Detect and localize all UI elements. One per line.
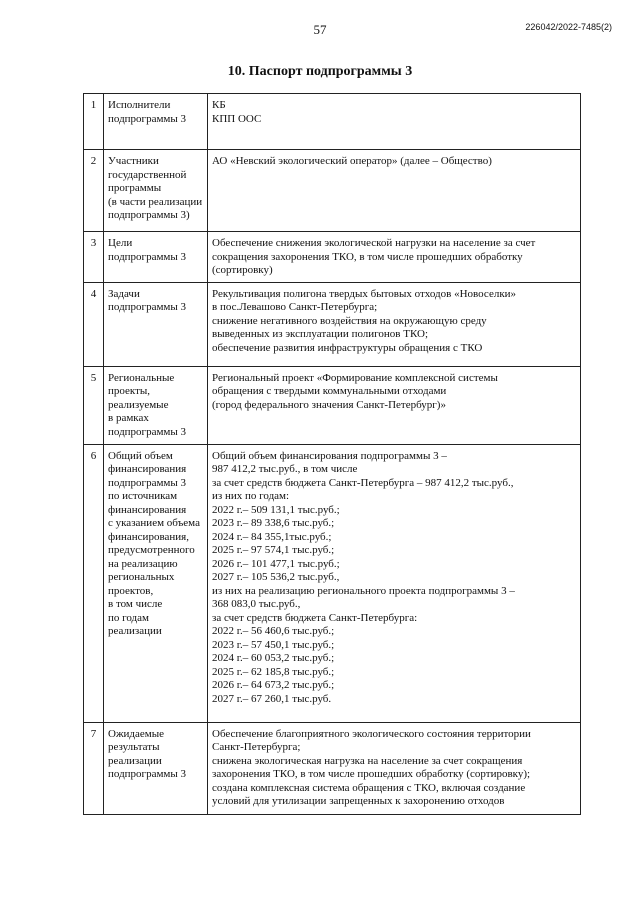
row-label-line: программы [108, 182, 162, 194]
row-value-line: за счет средств бюджета Санкт-Петербурга: [212, 611, 418, 624]
row-value-line: 368 083,0 тыс.руб., [212, 598, 301, 610]
row-value-line: Санкт-Петербурга; [212, 741, 301, 753]
row-value-line: создана комплексная система обращения с ТКО, включая создание [212, 781, 526, 794]
row-label-line: в рамках [108, 412, 149, 424]
row-value-line: снижена экологическая нагрузка на население за счет сокращения [212, 754, 523, 767]
row-value-line: 2027 г.– 105 536,2 тыс.руб., [212, 571, 340, 583]
document-id: 226042/2022-7485(2) [525, 22, 612, 32]
row-value [208, 150, 581, 232]
row-label [104, 366, 208, 444]
row-label-line: Задачи [108, 287, 140, 300]
table-row [84, 282, 581, 366]
row-number: 1 [84, 94, 104, 150]
row-value-line: 2026 г.– 101 477,1 тыс.руб.; [212, 557, 340, 570]
row-value-line: из них на реализацию регионального проекта подпрограммы 3 – [212, 584, 515, 597]
row-label-line: подпрограммы 3 [108, 425, 187, 438]
row-value-line: 2026 г.– 64 673,2 тыс.руб.; [212, 679, 335, 691]
row-label-line: Исполнители [108, 99, 171, 111]
row-label-line: на реализацию [108, 557, 178, 570]
row-label-line: по годам [108, 611, 149, 624]
row-label-line: предусмотренного [108, 544, 195, 556]
row-value-line: Обеспечение благоприятного экологического состояния территории [212, 727, 531, 740]
table-row [84, 232, 581, 283]
row-label-line: подпрограммы 3 [108, 112, 187, 125]
row-value-line: 2024 г.– 84 355,1тыс.руб.; [212, 530, 332, 543]
row-value [208, 94, 581, 150]
row-label-line: по источникам [108, 490, 178, 502]
row-value [208, 722, 581, 814]
row-value [208, 282, 581, 366]
row-label-line: Участники [108, 155, 159, 167]
row-value [208, 366, 581, 444]
row-number: 7 [84, 722, 104, 814]
row-label-line: подпрограммы 3 [108, 476, 187, 489]
page-number: 57 [313, 22, 327, 37]
row-label [104, 444, 208, 722]
row-value-line: в пос.Левашово Санкт-Петербурга; [212, 301, 378, 313]
table-row [84, 722, 581, 814]
row-value-line: 2024 г.– 60 053,2 тыс.руб.; [212, 652, 335, 664]
row-label-line: Ожидаемые [108, 727, 165, 740]
row-number: 3 [84, 232, 104, 283]
row-label-line: подпрограммы 3 [108, 301, 187, 313]
row-value-line: 987 412,2 тыс.руб., в том числе [212, 463, 358, 475]
row-value-line: выведенных из эксплуатации полигонов ТКО; [212, 328, 429, 340]
row-label [104, 232, 208, 283]
row-value-line: снижение негативного воздействия на окружающую среду [212, 314, 487, 327]
row-value-line: обращения с твердыми коммунальными отходами [212, 385, 447, 397]
row-label-line: подпрограммы 3 [108, 250, 187, 263]
row-value-line: из них по годам: [212, 490, 290, 502]
row-label-line: Общий объем [108, 449, 173, 462]
row-value-line: 2025 г.– 97 574,1 тыс.руб.; [212, 544, 335, 556]
table-row [84, 444, 581, 722]
row-label [104, 722, 208, 814]
row-label-line: государственной [108, 168, 187, 181]
table-row [84, 94, 581, 150]
row-value-line: 2023 г.– 89 338,6 тыс.руб.; [212, 517, 335, 529]
row-label [104, 282, 208, 366]
row-value-line: Общий объем финансирования подпрограммы 3 – [212, 449, 447, 462]
row-label [104, 150, 208, 232]
passport-table [83, 93, 581, 815]
row-value-line: 2023 г.– 57 450,1 тыс.руб.; [212, 638, 335, 651]
row-label-line: (в части реализации [108, 195, 203, 208]
row-value-line: (сортировку) [212, 264, 273, 276]
row-label-line: проекты, [108, 385, 151, 397]
row-label-line: финансирования, [108, 530, 189, 543]
row-value-line: захоронения ТКО, в том числе прошедших обработку (сортировку); [212, 768, 531, 780]
row-value-line: (город федерального значения Санкт-Петербург)» [212, 398, 446, 411]
row-value-line: условий для утилизации запрещенных к захоронению отходов [212, 795, 505, 807]
row-label-line: проектов, [108, 584, 154, 597]
row-value-line: Рекультивация полигона твердых бытовых отходов «Новоселки» [212, 287, 517, 300]
row-label-line: в том числе [108, 598, 163, 610]
row-value-line: АО «Невский экологический оператор» (далее – Общество) [212, 155, 492, 167]
row-number: 4 [84, 282, 104, 366]
row-value-line: КБ [212, 99, 226, 111]
row-number: 6 [84, 444, 104, 722]
row-value-line: 2022 г.– 509 131,1 тыс.руб.; [212, 503, 340, 516]
row-number: 5 [84, 366, 104, 444]
row-label-line: реализуемые [108, 398, 169, 411]
row-value-line: 2027 г.– 67 260,1 тыс.руб. [212, 692, 332, 705]
row-value-line: 2025 г.– 62 185,8 тыс.руб.; [212, 665, 335, 678]
row-label-line: финансирования [108, 503, 187, 516]
row-label-line: реализации [108, 754, 162, 767]
row-value-line: 2022 г.– 56 460,6 тыс.руб.; [212, 625, 335, 637]
row-value [208, 444, 581, 722]
row-value [208, 232, 581, 283]
row-label-line: реализации [108, 625, 162, 637]
row-label-line: Цели [108, 237, 133, 249]
row-value-line: за счет средств бюджета Санкт-Петербурга – 987 412,2 тыс.руб., [212, 476, 514, 489]
row-value-line: Обеспечение снижения экологической нагрузки на население за счет [212, 237, 536, 249]
row-value-line: сокращения захоронения ТКО, в том числе прошедших обработку [212, 250, 523, 263]
row-value-line: Региональный проект «Формирование комплексной системы [212, 371, 498, 384]
row-label [104, 94, 208, 150]
row-value-line: КПП ООС [212, 112, 262, 125]
row-number: 2 [84, 150, 104, 232]
row-label-line: подпрограммы 3 [108, 768, 187, 780]
row-label-line: подпрограммы 3) [108, 209, 190, 221]
row-label-line: региональных [108, 571, 175, 583]
row-value-line: обеспечение развития инфраструктуры обращения с ТКО [212, 341, 483, 354]
page-title: 10. Паспорт подпрограммы 3 [227, 64, 413, 79]
row-label-line: финансирования [108, 463, 187, 475]
table-row [84, 366, 581, 444]
table-row [84, 150, 581, 232]
row-label-line: с указанием объема [108, 517, 200, 529]
row-label-line: Региональные [108, 371, 175, 384]
row-label-line: результаты [108, 741, 160, 753]
